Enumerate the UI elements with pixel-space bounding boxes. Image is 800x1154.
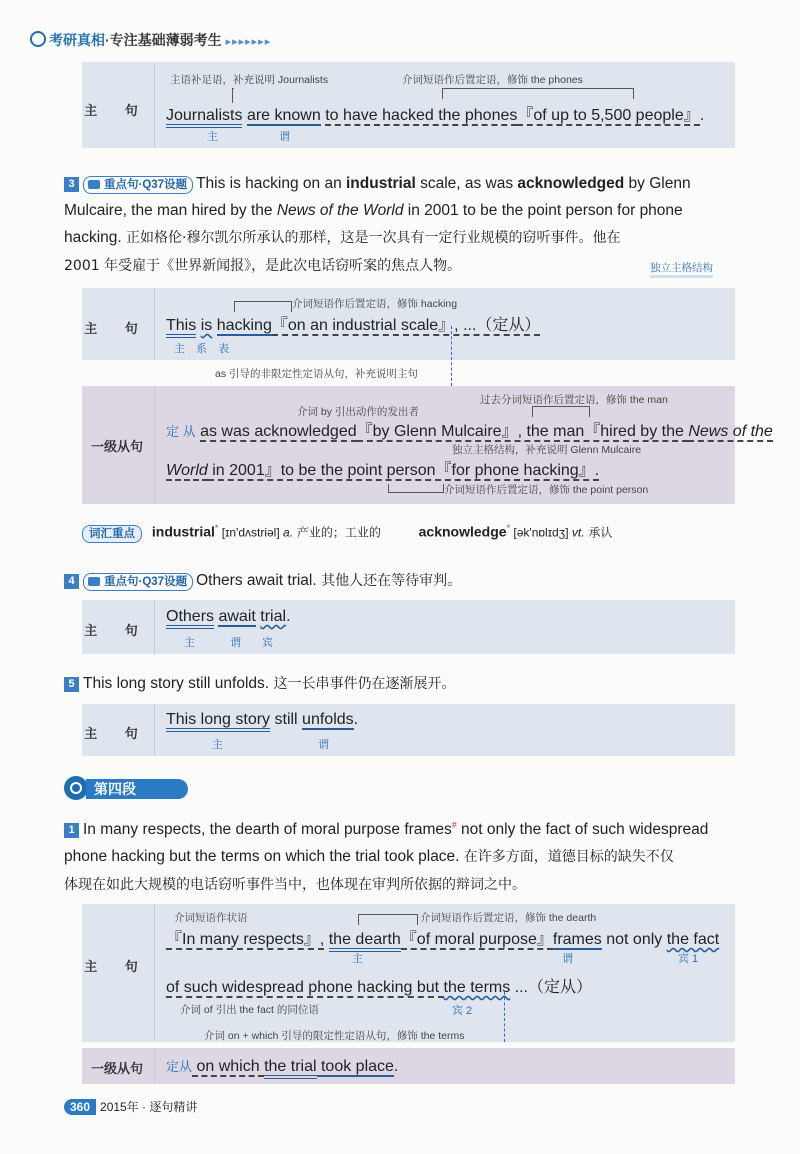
note-past-participle: 过去分词短语作后置定语，修饰 the man (480, 394, 668, 406)
sentence-line: Journalists are known to have hacked the phones『of up to 5,500 people』. (166, 102, 704, 125)
sentence-5: 5 This long story still unfolds. 这一长串事件仍在逐渐展开。 (64, 670, 744, 698)
sentence-number: 3 (64, 177, 79, 192)
label-subject: 主 (207, 131, 222, 143)
analysis-box-main-6: 主 句 介词短语作状语 介词短语作后置定语，修饰 the dearth 『In many respects』, the dearth『of moral purpose』frames not only the fact 主 谓 宾 1 of such widespread phone hacking but the terms ...（定从） 介词 of 引出 the fact 的同位语 宾 2 介词 on + which 引导的限定性定语从句，修饰 the terms (82, 904, 735, 1042)
note-agent: 介词 by 引出动作的发出者 (297, 406, 419, 418)
note-left: 主语补足语，补充说明 Journalists (170, 74, 329, 86)
box-label: 主 句 (84, 321, 150, 336)
analysis-box-main-4: 主 句 Others await trial. 主 谓 宾 (82, 600, 735, 654)
note-independent: 独立主格结构，补充说明 Glenn Mulcaire (452, 444, 642, 456)
box-label: 一级从句 (90, 439, 143, 454)
sentence-line-2: of such widespread phone hacking but the terms ...（定从） (166, 979, 593, 996)
search-logo-icon (30, 31, 46, 47)
header-arrows: ▸▸▸▸▸▸▸ (225, 36, 272, 48)
header-brand: 考研真相 (49, 32, 105, 48)
sentence-line: Others await trial. (166, 608, 291, 626)
vocabulary-row: 词汇重点 industrial* [ɪn'dʌstriəl] a. 产业的；工业的 acknowledge* [ək'nɒlɪdʒ] vt. 承认 (82, 523, 612, 543)
sentence-line-1: 定 从 as was acknowledged『by Glenn Mulcaire』, the man『hired by the News of the (166, 423, 773, 440)
key-sentence-tag: 重点句·Q37设题 (83, 176, 193, 194)
note-as-clause: as 引导的非限定性定语从句，补充说明主句 (215, 368, 419, 380)
hint-independent: 独立主格结构 (650, 260, 713, 278)
page-header (30, 30, 271, 52)
analysis-box-clause-1 (82, 386, 773, 504)
analysis-box-clause-6: 一级从句 定从 on which the trial took place. (82, 1048, 735, 1084)
box-label: 主 句 (84, 103, 150, 118)
search-icon (64, 776, 88, 800)
label-predicate: 谓 (279, 131, 294, 143)
section-title: 第四段 (86, 779, 188, 799)
sentence-3: 3 重点句·Q37设题 This is hacking on an industrial scale, as was acknowledged by Glenn Mulcaire, the man hired by the News of the World in 2001 to be the point person for phone hacking. 正如格伦·穆尔凯尔所承认的那样，这是一次具有一定行业规模的窃听事件。他在 2001 年受雇于《世界新闻报》，是此次电话窃听案的焦点人物。 (64, 175, 691, 274)
page-number: 360 (64, 1099, 96, 1115)
paragraph-4-sentence-1: 1 In many respects, the dearth of moral purpose frames# not only the fact of such widespread phone hacking but the terms on which the trial took place. 在许多方面，道德目标的缺失不仅 体现在如此大规模的电话窃听事件当中，也体现在审判所依据的辩词之中。 (64, 820, 709, 894)
predicate-word: are known (246, 107, 321, 124)
header-subtitle: 专注基础薄弱考生 (109, 32, 222, 48)
page-footer (64, 1098, 197, 1115)
analysis-box-main-2 (82, 288, 735, 360)
bracket-phrase: 『of up to 5,500 people』 (517, 107, 700, 124)
note-right: 介词短语作后置定语，修饰 the phones (402, 74, 583, 86)
sentence-line-1: 『In many respects』, the dearth『of moral purpose』frames not only the fact (166, 926, 719, 949)
analysis-box-main-1 (82, 62, 735, 148)
complement: to have hacked the phones (325, 107, 518, 124)
subject-word: Journalists (166, 107, 242, 128)
note-hacking: 介词短语作后置定语，修饰 hacking (292, 298, 458, 310)
sentence-line: 定从 on which the trial took place. (166, 1056, 398, 1076)
section-heading (64, 776, 182, 800)
vocab-tag: 词汇重点 (82, 525, 142, 543)
header-sep: · (105, 32, 110, 48)
note-point-person: 介词短语作后置定语，修饰 the point person (444, 484, 649, 496)
sentence-line: This is hacking『on an industrial scale』, ...（定从） (166, 312, 540, 335)
sentence-4: 4 重点句·Q37设题 Others await trial. 其他人还在等待审判。 (64, 567, 744, 595)
role-labels: 主 系 表 (174, 343, 234, 355)
analysis-box-main-5: 主 句 This long story still unfolds. 主 谓 (82, 704, 735, 756)
footer-text: 2015年 · 逐句精讲 (100, 1100, 198, 1114)
sentence-line: This long story still unfolds. (166, 711, 358, 729)
sentence-line-2: World in 2001』to be the point person『for phone hacking』. (166, 462, 600, 479)
